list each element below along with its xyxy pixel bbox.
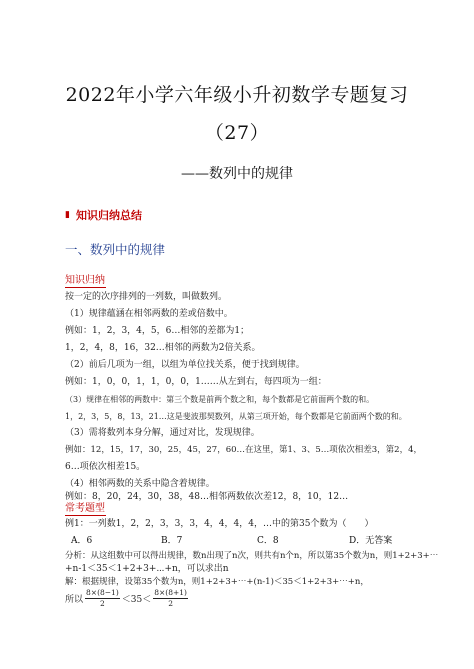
fraction-prefix: 所以 [65, 595, 84, 605]
banner-text: 知识归纳总结 [75, 209, 142, 222]
option-a: A．6 [71, 536, 93, 546]
solution-line: 解：根据规律，设第35个数为n，则1+2+3+⋯+(n-1)＜35＜1+2+3+⋯+n， [65, 577, 369, 587]
banner-flag-icon: ▮ [65, 210, 70, 220]
option-c: C．8 [257, 536, 279, 546]
body-line: 例如：1，0，0，1，1，0，0，1……从左到右，每四项为一组： [65, 377, 327, 387]
fraction-right-denominator: 2 [168, 599, 173, 608]
option-b: B．7 [161, 536, 183, 546]
option-d: D．无答案 [349, 536, 393, 546]
answer-options [65, 533, 445, 546]
common-questions-tag: 常考题型 [65, 503, 105, 514]
example-question: 例1：一列数1，2，2，3，3，3，4，4，4，4，…中的第35个数为（ ） [65, 519, 374, 529]
body-line: 按一定的次序排列的一列数，叫做数列。 [65, 292, 228, 302]
document-subtitle: ——数列中的规律 [181, 166, 293, 182]
body-line: 6…项依次相差15。 [65, 462, 146, 472]
fraction-left-denominator: 2 [100, 599, 105, 608]
body-line: （3）需将数列本身分解，通过对比，发现规律。 [65, 428, 260, 438]
body-line: 1，2，3，5，8，13，21…这是斐波那契数列，从第三项开始，每个数都是它前面两个数的和。 [65, 412, 407, 421]
fraction-inequality [65, 588, 190, 609]
body-line: （3）规律在相邻的两数中：第三个数是前两个数之和，每个数都是它前面两个数的和。 [65, 395, 375, 404]
body-line: 例如：12，15，17，30，25，45，27，60…在这里，第1、3、5…项依次相差3，第2，4， [65, 445, 422, 455]
body-line: 1，2，4，8，16，32…相邻的两数为2倍关系。 [65, 343, 261, 353]
document-title-number: （27） [204, 122, 270, 144]
knowledge-tag: 知识归纳 [65, 275, 105, 286]
analysis-line: 分析：从这组数中可以得出规律，数n出现了n次，则共有n个n，所以第35个数为n，则1+2+3+⋯ [65, 551, 439, 561]
document-title: 2022年小学六年级小升初数学专题复习 [65, 84, 409, 106]
analysis-line: +n-1＜35＜1+2+3+⋯+n，可以求出n [65, 564, 229, 574]
body-line: 例如：1，2，3，4，5，6…相邻的差都为1； [65, 326, 250, 336]
knowledge-banner [65, 207, 142, 223]
body-line: （1）规律蕴涵在相邻两数的差或倍数中。 [65, 309, 233, 319]
body-line: （4）相邻两数的关系中隐含着规律。 [65, 479, 215, 489]
fraction-middle: ＜35＜ [121, 595, 152, 605]
body-line: 例如：8，20，24，30，38，48…相邻两数依次差12，8，10，12… [65, 492, 349, 502]
fraction-right [153, 588, 188, 609]
fraction-right-numerator: 8×(8+1) [154, 588, 187, 597]
section-heading: 一、数列中的规律 [65, 242, 166, 257]
fraction-left-numerator: 8×(8−1) [86, 588, 119, 597]
fraction-left [85, 588, 120, 609]
body-line: （2）前后几项为一组，以组为单位找关系，便于找到规律。 [65, 360, 305, 370]
